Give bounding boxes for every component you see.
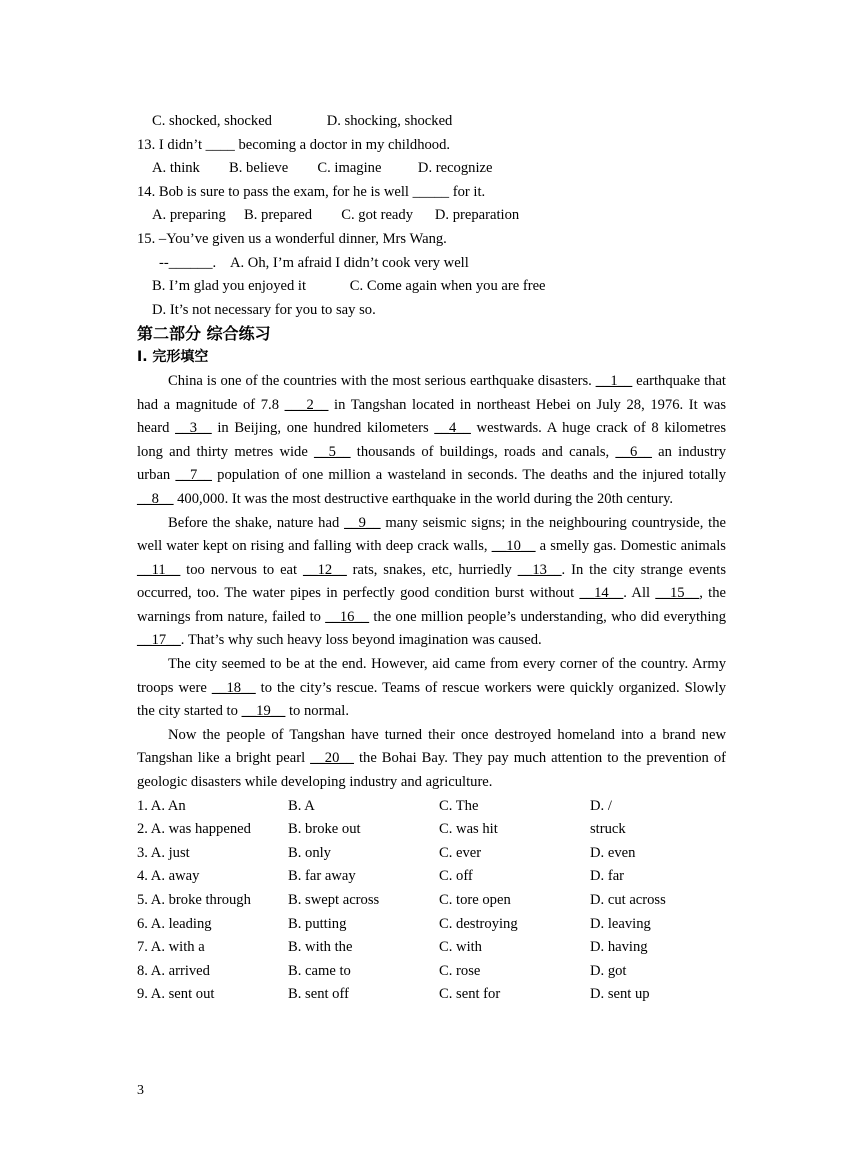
answer-blank: __8__ (137, 490, 174, 507)
answer-blank: __9__ (344, 514, 381, 531)
passage-paragraph (137, 653, 726, 724)
question-15: 15. –You’ve given us a wonderful dinner, Mrs Wang. (137, 230, 447, 247)
passage-text: in Tangshan located in northeast Hebei on July 28, 1976. It was heard (137, 396, 726, 437)
option-cell: B. came to (288, 962, 351, 979)
option-cell: C. ever (439, 844, 482, 861)
option-cell: D. got (590, 962, 627, 979)
passage-text: thousands of buildings, roads and canals, (350, 443, 616, 460)
answer-blank: __4__ (434, 420, 471, 437)
passage-text: 400,000. It was the most destructive earthquake in the world during the 20th century. (173, 490, 674, 507)
option-cell: struck (590, 821, 626, 838)
option-cell: 5. A. broke through (137, 892, 251, 908)
answer-blank: __7__ (175, 467, 212, 484)
passage-paragraph (137, 512, 726, 654)
question-13: 13. I didn’t ____ becoming a doctor in my childhood. (137, 136, 451, 153)
passage-text: . That’s why such heavy loss beyond imagination was caused. (180, 632, 542, 649)
option-cell: B. putting (288, 915, 347, 932)
option-cell: C. off (439, 868, 473, 885)
option-cell: D. leaving (590, 915, 651, 932)
option-cell: B. far away (288, 868, 356, 885)
option-cell: B. sent off (288, 986, 349, 1003)
passage-paragraph (137, 724, 726, 795)
option-cell: D. sent up (590, 986, 650, 1003)
passage-text: westwards. A huge crack of 8 kilometres long and thirty metres wide (137, 420, 726, 460)
answer-blank: __13__ (517, 561, 562, 578)
answer-blank: __11__ (137, 561, 181, 578)
option-cell: C. with (439, 939, 482, 956)
cloze-options-grid (137, 795, 726, 1007)
option-cell: 7. A. with a (137, 939, 205, 956)
q15-options-b-c: B. I’m glad you enjoyed it C. Come again when you are free (152, 278, 546, 295)
q13-options: A. think B. believe C. imagine D. recognize (152, 160, 493, 177)
option-cell: B. only (288, 844, 331, 861)
option-cell: C. tore open (439, 892, 511, 908)
option-cell: B. with the (288, 939, 353, 956)
answer-blank: __6__ (615, 443, 652, 460)
passage-paragraph (137, 370, 726, 512)
answer-blank: __10__ (491, 538, 536, 555)
answer-blank: ___2__ (284, 396, 329, 413)
passage-text: to normal. (285, 703, 349, 720)
passage-text: earthquake that had a magnitude of 7.8 (137, 372, 726, 413)
question-14: 14. Bob is sure to pass the exam, for he is well _____ for it. (137, 183, 486, 200)
passage-text: population of one million a wasteland in seconds. The deaths and the injured totally (211, 467, 726, 484)
answer-blank: __12__ (303, 561, 347, 578)
answer-blank: __15__ (655, 585, 700, 602)
q14-options: A. preparing B. prepared C. got ready D. preparation (152, 207, 520, 224)
option-cell: D. cut across (590, 892, 666, 908)
answer-blank: __18__ (211, 679, 256, 696)
option-cell: C. The (439, 797, 479, 814)
option-cell: 2. A. was happened (137, 821, 251, 838)
passage-text: China is one of the countries with the most serious earthquake disasters. (168, 372, 596, 389)
passage-text: many seismic signs; in the neighbouring countryside, the well water kept on rising and falling with deep crack walls, (137, 514, 726, 555)
passage-text: . In the city strange events occurred, too. The water pipes in perfectly good condition burst without (137, 561, 727, 602)
option-cell: 4. A. away (137, 868, 200, 885)
passage-text: in Beijing, one hundred kilometers (211, 420, 435, 437)
answer-blank: __1__ (595, 372, 633, 389)
option-cell: B. broke out (288, 821, 361, 838)
option-cell: C. destroying (439, 915, 518, 932)
passage-text: too nervous to eat (180, 561, 303, 578)
option-cell: 8. A. arrived (137, 962, 210, 979)
option-cell: D. having (590, 939, 648, 956)
answer-blank: __20__ (310, 750, 354, 767)
passage-text: Before the shake, nature had (168, 514, 345, 531)
cloze-section-title: I. 完形填空 (137, 349, 209, 366)
passage-text: , the warnings from nature, failed to (137, 585, 726, 625)
passage-text: The city seemed to be at the end. However, aid came from every corner of the country. Army troops were (137, 656, 726, 696)
passage-text: an industry urban (137, 443, 726, 484)
answer-blank: __17__ (137, 632, 181, 649)
option-cell: C. was hit (439, 821, 498, 838)
passage-text: the one million people’s understanding, who did everything (369, 608, 726, 625)
passage-text: Now the people of Tangshan have turned their once destroyed homeland into a brand new Tangshan like a bright pearl (137, 726, 726, 767)
q15-option-d: D. It’s not necessary for you to say so. (152, 301, 376, 318)
page-number: 3 (137, 1083, 144, 1098)
passage-text: to the city’s rescue. Teams of rescue workers were quickly organized. Slowly the city started to (137, 679, 727, 720)
answer-blank: __5__ (314, 443, 351, 460)
option-cell: D. far (590, 868, 625, 885)
passage-text: rats, snakes, etc, hurriedly (346, 561, 518, 578)
option-cell: B. swept across (288, 892, 380, 908)
option-cell: 9. A. sent out (137, 986, 215, 1003)
q12-options: C. shocked, shocked D. shocking, shocked (152, 113, 453, 129)
option-cell: D. / (590, 797, 612, 814)
answer-blank: __3__ (175, 420, 212, 437)
document-page (137, 110, 726, 1007)
passage-text: . All (623, 585, 656, 602)
q15-response: --______. A. Oh, I’m afraid I didn’t cook very well (159, 254, 469, 271)
answer-blank: __16__ (325, 608, 370, 625)
option-cell: B. A (288, 797, 315, 814)
answer-blank: __19__ (241, 703, 286, 720)
passage-text: a smelly gas. Domestic animals (535, 538, 726, 555)
option-cell: C. sent for (439, 986, 501, 1003)
cloze-passage (137, 370, 726, 795)
option-cell: 3. A. just (137, 844, 190, 861)
option-cell: C. rose (439, 962, 481, 979)
answer-blank: __14__ (579, 585, 624, 602)
option-cell: 6. A. leading (137, 915, 212, 932)
option-cell: 1. A. An (137, 797, 186, 814)
option-cell: D. even (590, 844, 636, 861)
passage-text: the Bohai Bay. They pay much attention to the prevention of geologic disasters while developing industry and agriculture. (137, 750, 726, 791)
part-two-title: 第二部分 综合练习 (137, 324, 271, 344)
